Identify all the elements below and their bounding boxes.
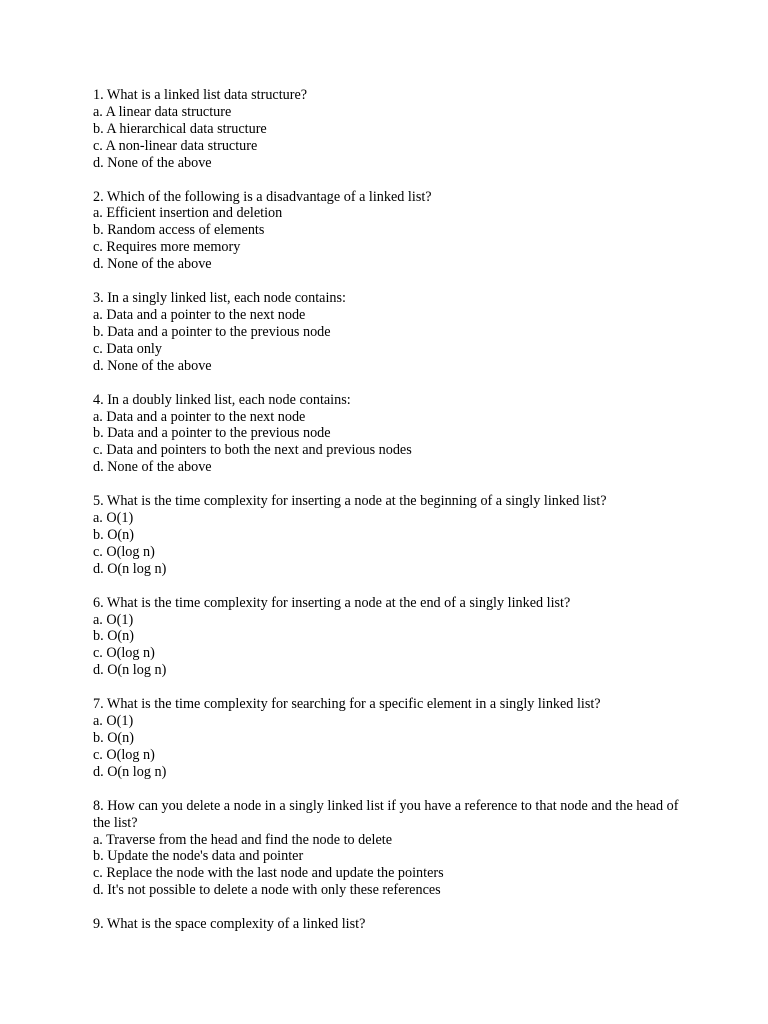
answer-option: d. None of the above [93,459,212,476]
answer-option: d. O(n log n) [93,560,167,577]
answer-option: c. Data only [93,340,162,357]
answer-option: d. None of the above [93,357,212,374]
answer-option: a. Data and a pointer to the next node [93,306,306,323]
question-list [93,87,683,950]
question-block [93,87,683,172]
question-text: 9. What is the space complexity of a linked list? [93,916,366,933]
answer-option: a. Efficient insertion and deletion [93,205,283,222]
answer-option: b. O(n) [93,526,134,543]
question-block [93,595,683,680]
answer-option: c. Data and pointers to both the next and previous nodes [93,442,412,459]
answer-option: b. Data and a pointer to the previous node [93,425,331,442]
question-block [93,916,683,933]
answer-option: b. Random access of elements [93,222,265,239]
question-text: 5. What is the time complexity for inserting a node at the beginning of a singly linked list? [93,493,607,510]
answer-option: d. O(n log n) [93,662,167,679]
answer-option: c. Replace the node with the last node and update the pointers [93,865,444,882]
answer-option: a. Data and a pointer to the next node [93,408,306,425]
question-text: 4. In a doubly linked list, each node contains: [93,391,351,408]
answer-option: d. None of the above [93,154,212,171]
answer-option: a. Traverse from the head and find the node to delete [93,831,393,848]
answer-option: b. Update the node's data and pointer [93,848,304,865]
question-block [93,493,683,578]
question-text: 6. What is the time complexity for inserting a node at the end of a singly linked list? [93,594,571,611]
question-block [93,798,683,899]
answer-option: b. O(n) [93,628,134,645]
answer-option: a. O(1) [93,713,134,730]
answer-option: c. Requires more memory [93,239,241,256]
question-block [93,392,683,477]
question-block [93,696,683,781]
answer-option: c. A non-linear data structure [93,137,258,154]
answer-option: c. O(log n) [93,543,155,560]
question-text: 2. Which of the following is a disadvantage of a linked list? [93,188,432,205]
answer-option: b. A hierarchical data structure [93,120,267,137]
answer-option: d. O(n log n) [93,763,167,780]
question-text: 7. What is the time complexity for searching for a specific element in a singly linked list? [93,696,601,713]
answer-option: d. None of the above [93,256,212,273]
question-text: 1. What is a linked list data structure? [93,87,308,103]
answer-option: b. Data and a pointer to the previous node [93,323,331,340]
answer-option: a. A linear data structure [93,103,232,120]
answer-option: c. O(log n) [93,746,155,763]
question-text: 3. In a singly linked list, each node contains: [93,290,346,307]
question-block [93,189,683,274]
answer-option: a. O(1) [93,510,134,527]
question-text: 8. How can you delete a node in a singly linked list if you have a reference to that node and the head of the list? [93,797,679,831]
question-block [93,290,683,375]
answer-option: a. O(1) [93,611,134,628]
answer-option: d. It's not possible to delete a node with only these references [93,882,441,899]
answer-option: c. O(log n) [93,645,155,662]
answer-option: b. O(n) [93,730,134,746]
